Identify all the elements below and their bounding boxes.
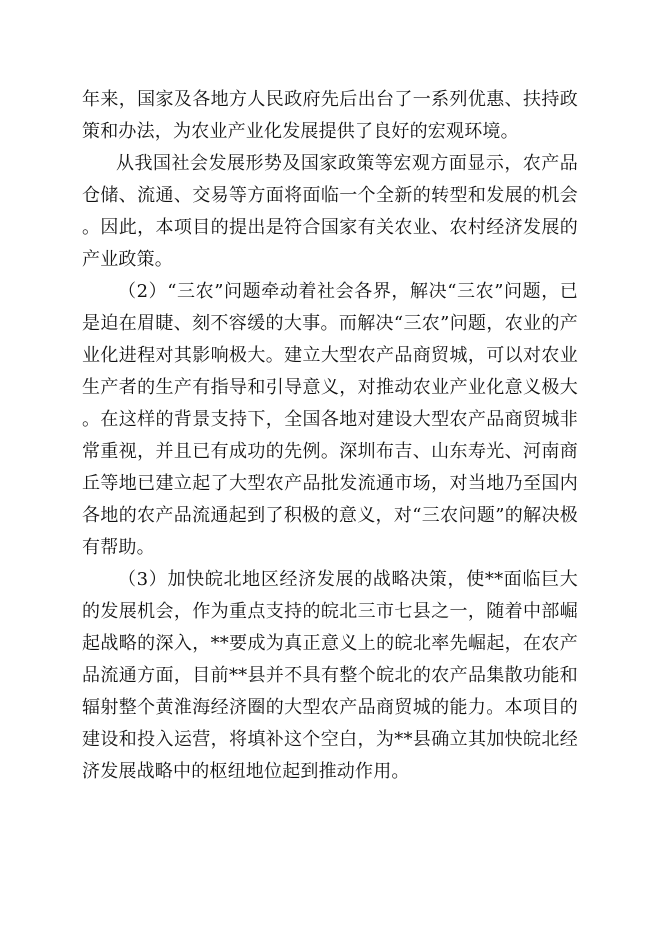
paragraph-2: 从我国社会发展形势及国家政策等宏观方面显示，农产品仓储、流通、交易等方面将面临一个全新的转型和发展的机会。因此，本项目的提出是符合国家有关农业、农村经济发展的产业政策。 — [82, 153, 578, 270]
numbered-item-2: （2）“三农”问题牵动着社会各界，解决“三农”问题，已是迫在眉睫、刻不容缓的大事。而解决“三农”问题，农业的产业化进程对其影响极大。建立大型农产品商贸城，可以对农业生产者的生产有指导和引导意义，对推动农业产业化意义极大。在这样的背景支持下，全国各地对建设大型农产品商贸城非常重视，并且已有成功的先例。深圳布吉、山东寿光、河南商丘等地已建立起了大型农产品批发流通市场，对当地乃至国内各地的农产品流通起到了积极的意义，对“三农问题”的解决极有帮助。 — [82, 281, 578, 558]
numbered-item-3: （3）加快皖北地区经济发展的战略决策，使**面临巨大的发展机会，作为重点支持的皖北三市七县之一，随着中部崛起战略的深入，**要成为真正意义上的皖北率先崛起，在农产品流通方面，目前**县并不具有整个皖北的农产品集散功能和辐射整个黄淮海经济圈的大型农产品商贸城的能力。本项目的建设和投入运营，将填补这个空白，为**县确立其加快皖北经济发展战略中的枢纽地位起到推动作用。 — [82, 569, 578, 782]
paragraph-1: 年来，国家及各地方人民政府先后出台了一系列优惠、扶持政策和办法，为农业产业化发展提供了良好的宏观环境。 — [82, 89, 578, 142]
